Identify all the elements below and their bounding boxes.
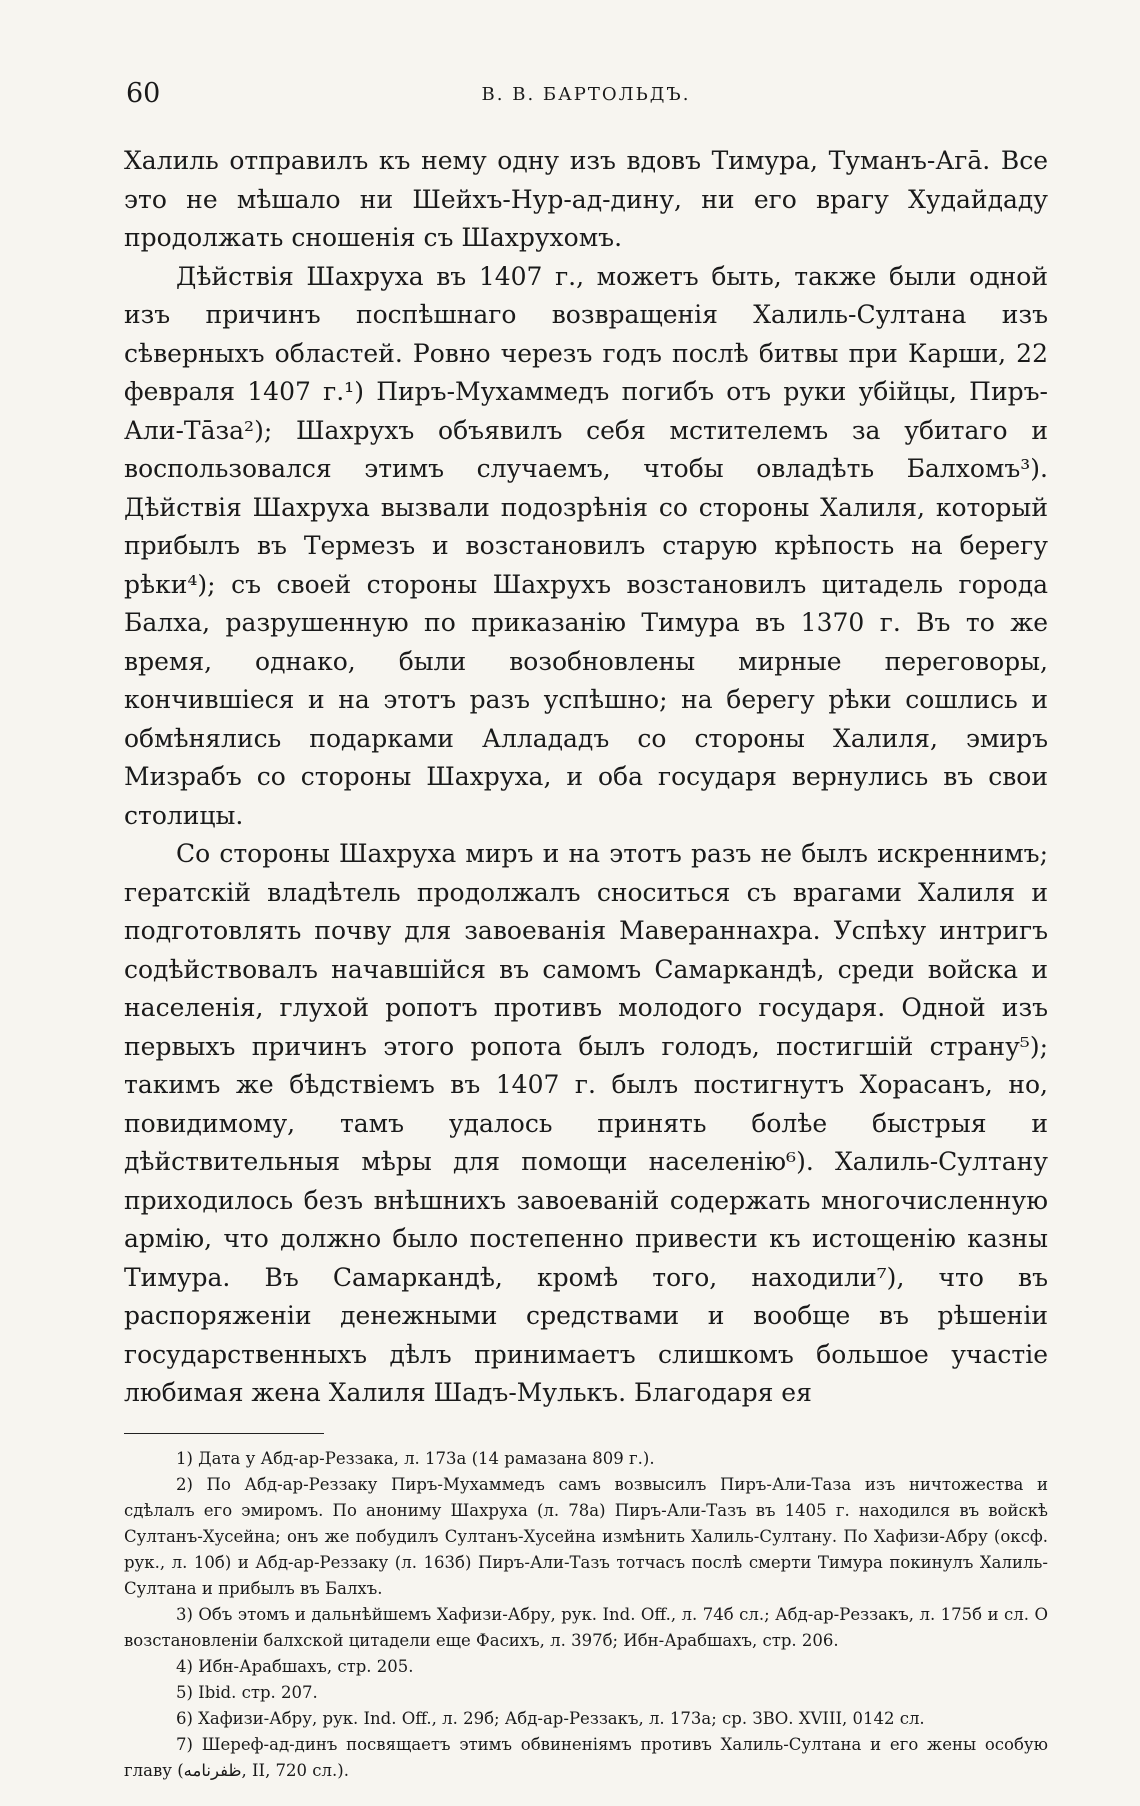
main-text bbox=[124, 142, 1048, 1413]
footnote-7: 7) Шереф-ад-динъ посвящаетъ этимъ обвиненіямъ противъ Халиль-Султана и его жены особую главу (ظفرنامه, II, 720 сл.). bbox=[124, 1734, 1048, 1780]
document-page bbox=[124, 78, 1048, 1784]
paragraph-3: Со стороны Шахруха миръ и на этотъ разъ не былъ искреннимъ; гератскій владѣтель продолжалъ сноситься съ врагами Халиля и подготовлять почву для завоеванія Мавераннахра. Успѣху интригъ содѣйствовалъ начавшійся въ самомъ Самаркандѣ, среди войска и населенія, глухой ропотъ противъ молодого государя. Одной изъ первыхъ причинъ этого ропота былъ голодъ, постигшій страну⁵); такимъ же бѣдствіемъ въ 1407 г. былъ постигнутъ Хорасанъ, но, повидимому, тамъ удалось принять болѣе быстрыя и дѣйствительныя мѣры для помощи населенію⁶). Халиль-Султану приходилось безъ внѣшнихъ завоеваній содержать многочисленную армію, что должно было постепенно привести къ истощенію казны Тимура. Въ Самаркандѣ, кромѣ того, находили⁷), что въ распоряженіи денежными средствами и вообще въ рѣшеніи государственныхъ дѣлъ принимаетъ слишкомъ большое участіе любимая жена Халиля Шадъ-Мулькъ. Благодаря ея bbox=[124, 839, 1048, 1407]
footnote-3: 3) Объ этомъ и дальнѣйшемъ Хафизи-Абру, рук. Ind. Off., л. 74б сл.; Абд-ар-Реззакъ, л. 175б и сл. О возстановленіи балхской цитадели еще Фасихъ, л. 397б; Ибн-Арабшахъ, стр. 206. bbox=[124, 1604, 1048, 1650]
paragraph-1: Халиль отправилъ къ нему одну изъ вдовъ Тимура, Туманъ-Ага̄. Все это не мѣшало ни Шейхъ-Нур-ад-дину, ни его врагу Худайдаду продолжать сношенія съ Шахрухомъ. bbox=[124, 146, 1048, 252]
page-number: 60 bbox=[126, 78, 161, 109]
running-title: В. В. БАРТОЛЬДЪ. bbox=[481, 84, 691, 105]
footnote-1: 1) Дата у Абд-ар-Реззака, л. 173а (14 рамазана 809 г.). bbox=[176, 1448, 655, 1468]
footnote-2: 2) По Абд-ар-Реззаку Пиръ-Мухаммедъ самъ возвысилъ Пиръ-Али-Таза изъ ничтожества и сдѣлалъ его эмиромъ. По анониму Шахруха (л. 78а) Пиръ-Али-Тазъ въ 1405 г. находился въ войскѣ Султанъ-Хусейна; онъ же побудилъ Султанъ-Хусейна измѣнить Халиль-Султану. По Хафизи-Абру (оксф. рук., л. 10б) и Абд-ар-Реззаку (л. 163б) Пиръ-Али-Тазъ тотчасъ послѣ смерти Тимура покинулъ Халиль-Султана и прибылъ въ Балхъ. bbox=[124, 1474, 1048, 1598]
footnote-5: 5) Ibid. стр. 207. bbox=[176, 1682, 318, 1702]
footnote-4: 4) Ибн-Арабшахъ, стр. 205. bbox=[176, 1656, 414, 1676]
footnotes bbox=[124, 1446, 1048, 1784]
paragraph-2: Дѣйствія Шахруха въ 1407 г., можетъ быть, также были одной изъ причинъ поспѣшнаго возвращенія Халиль-Султана изъ сѣверныхъ областей. Ровно черезъ годъ послѣ битвы при Карши, 22 февраля 1407 г.¹) Пиръ-Мухаммедъ погибъ отъ руки убійцы, Пиръ-Али-Та̄за²); Шахрухъ объявилъ себя мстителемъ за убитаго и воспользовался этимъ случаемъ, чтобы овладѣть Балхомъ³). Дѣйствія Шахруха вызвали подозрѣнія со стороны Халиля, который прибылъ въ Термезъ и возстановилъ старую крѣпость на берегу рѣки⁴); съ своей стороны Шахрухъ возстановилъ цитадель города Балха, разрушенную по приказанію Тимура въ 1370 г. Въ то же время, однако, были возобновлены мирные переговоры, кончившіеся и на этотъ разъ успѣшно; на берегу рѣки сошлись и обмѣнялись подарками Аллададъ со стороны Халиля, эмиръ Мизрабъ со стороны Шахруха, и оба государя вернулись въ свои столицы. bbox=[124, 261, 1048, 830]
footnote-divider bbox=[124, 1433, 324, 1434]
page-header bbox=[124, 78, 1048, 126]
footnote-6: 6) Хафизи-Абру, рук. Ind. Off., л. 29б; Абд-ар-Реззакъ, л. 173а; ср. ЗВО. XVIII, 0142 сл. bbox=[176, 1708, 925, 1728]
